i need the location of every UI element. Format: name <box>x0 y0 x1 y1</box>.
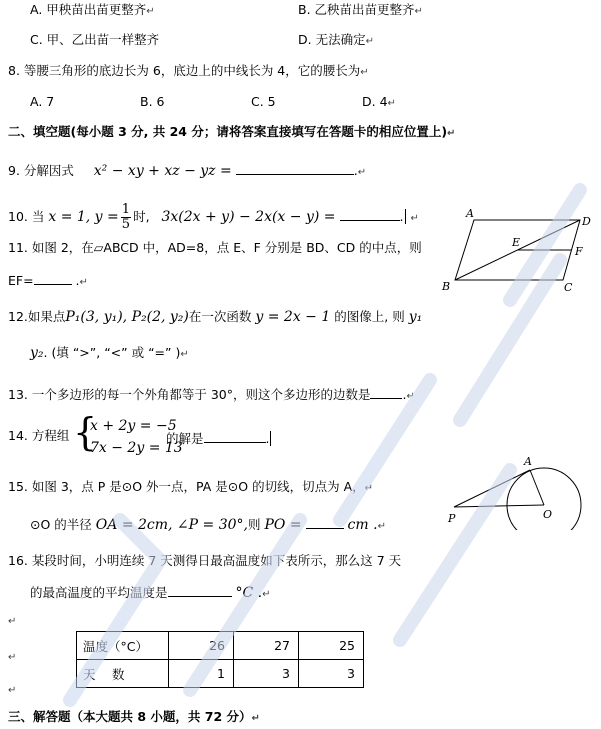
q8-option-c: C. 5 <box>251 94 276 109</box>
section-2-heading: 二、填空题(每小题 3 分, 共 24 分；请将答案直接填写在答题卡的相应位置上)↵ <box>8 124 456 139</box>
table-header-temperature: 温度（°C） <box>77 632 169 660</box>
q7-option-b: B. 乙秧苗出苗更整齐↵ <box>298 2 423 17</box>
q14-label: 14. 方程组 <box>8 428 70 443</box>
fig2-label-f: F <box>575 245 583 258</box>
q8-option-b: B. 6 <box>140 94 165 109</box>
fig2-label-d: D <box>582 215 591 228</box>
fig2-label-a: A <box>466 207 474 220</box>
q9: 9. 分解因式 x² − xy + xz − yz = .↵ <box>8 163 367 179</box>
q14-equation-2: 7x − 2y = 13 <box>90 440 183 456</box>
q10: 10. 当 x = 1, y = $\frac{1}{5}$ 时, 3x(2x + y) − 2x(x − y) = . ↵ <box>8 202 419 232</box>
q12-line-2: y₂. (填 “>”, “<” 或 “=” )↵ <box>30 345 189 361</box>
q16-line-1: 16. 某段时间，小明连续 7 天测得日最高温度如下表所示，那么这 7 天 <box>8 553 402 568</box>
temperature-table <box>76 631 364 688</box>
table-cell: 1 <box>169 660 234 688</box>
fig2-label-b: B <box>442 280 451 293</box>
return-mark: ↵ <box>8 652 17 663</box>
section-3-heading: 三、解答题（本大题共 8 小题，共 72 分）↵ <box>8 709 260 724</box>
table-header-days: 天 数 <box>77 660 169 688</box>
q11-answer-blank[interactable] <box>34 272 72 285</box>
watermark-strokes <box>40 0 600 729</box>
table-row <box>77 632 364 660</box>
q15-answer-blank[interactable] <box>306 516 344 529</box>
q16-line-2: 的最高温度的平均温度是 °C .↵ <box>30 585 271 601</box>
return-mark: ↵ <box>8 685 17 696</box>
figure-3-circle-tangent <box>444 450 594 530</box>
q11-line-2: EF= .↵ <box>8 273 88 288</box>
q14-equation-1: x + 2y = −5 <box>90 418 177 434</box>
q15-line-2: ⊙O 的半径 OA = 2cm, ∠P = 30°,则 PO = cm .↵ <box>30 517 386 533</box>
q16-answer-blank[interactable] <box>168 584 232 597</box>
fig2-label-e: E <box>512 236 521 249</box>
q12-line-1: 12.如果点P₁(3, y₁), P₂(2, y₂)在一次函数 y = 2x − 1 的图像上, 则 y₁ <box>8 309 423 325</box>
q14-tail: 的解是 . <box>166 430 274 447</box>
figure-2-parallelogram <box>430 205 600 300</box>
table-cell: 3 <box>299 660 364 688</box>
q7-option-c: C. 甲、乙出苗一样整齐 <box>30 32 160 47</box>
q7-option-a: A. 甲秧苗出苗更整齐↵ <box>30 2 155 17</box>
q13: 13. 一个多边形的每一个外角都等于 30°，则这个多边形的边数是 .↵ <box>8 387 415 402</box>
q8-option-a: A. 7 <box>30 94 55 109</box>
table-cell: 25 <box>299 632 364 660</box>
q8-option-d: D. 4↵ <box>362 94 396 109</box>
return-mark: ↵ <box>8 616 17 627</box>
q10-answer-blank[interactable] <box>340 208 400 221</box>
q14-brace: { <box>73 410 98 454</box>
fig3-label-p: P <box>448 512 456 525</box>
q8-stem: 8. 等腰三角形的底边长为 6，底边上的中线长为 4，它的腰长为↵ <box>8 63 369 78</box>
q14-answer-blank[interactable] <box>204 430 266 443</box>
q7-option-d: D. 无法确定↵ <box>298 32 374 47</box>
q10-fraction: $\frac{1}{5}$ <box>121 202 131 232</box>
table-row <box>77 660 364 688</box>
table-cell: 27 <box>234 632 299 660</box>
table-cell: 26 <box>169 632 234 660</box>
q11-line-1: 11. 如图 2，在▱ABCD 中，AD=8，点 E、F 分别是 BD、CD 的中点，则 <box>8 240 422 255</box>
q9-answer-blank[interactable] <box>236 162 354 175</box>
q15-line-1: 15. 如图 3，点 P 是⊙O 外一点，PA 是⊙O 的切线，切点为 A，↵ <box>8 479 374 494</box>
fig3-label-o: O <box>543 508 553 521</box>
fig3-label-a: A <box>524 455 532 468</box>
fig2-label-c: C <box>564 281 573 294</box>
table-cell: 3 <box>234 660 299 688</box>
q13-answer-blank[interactable] <box>370 386 402 399</box>
